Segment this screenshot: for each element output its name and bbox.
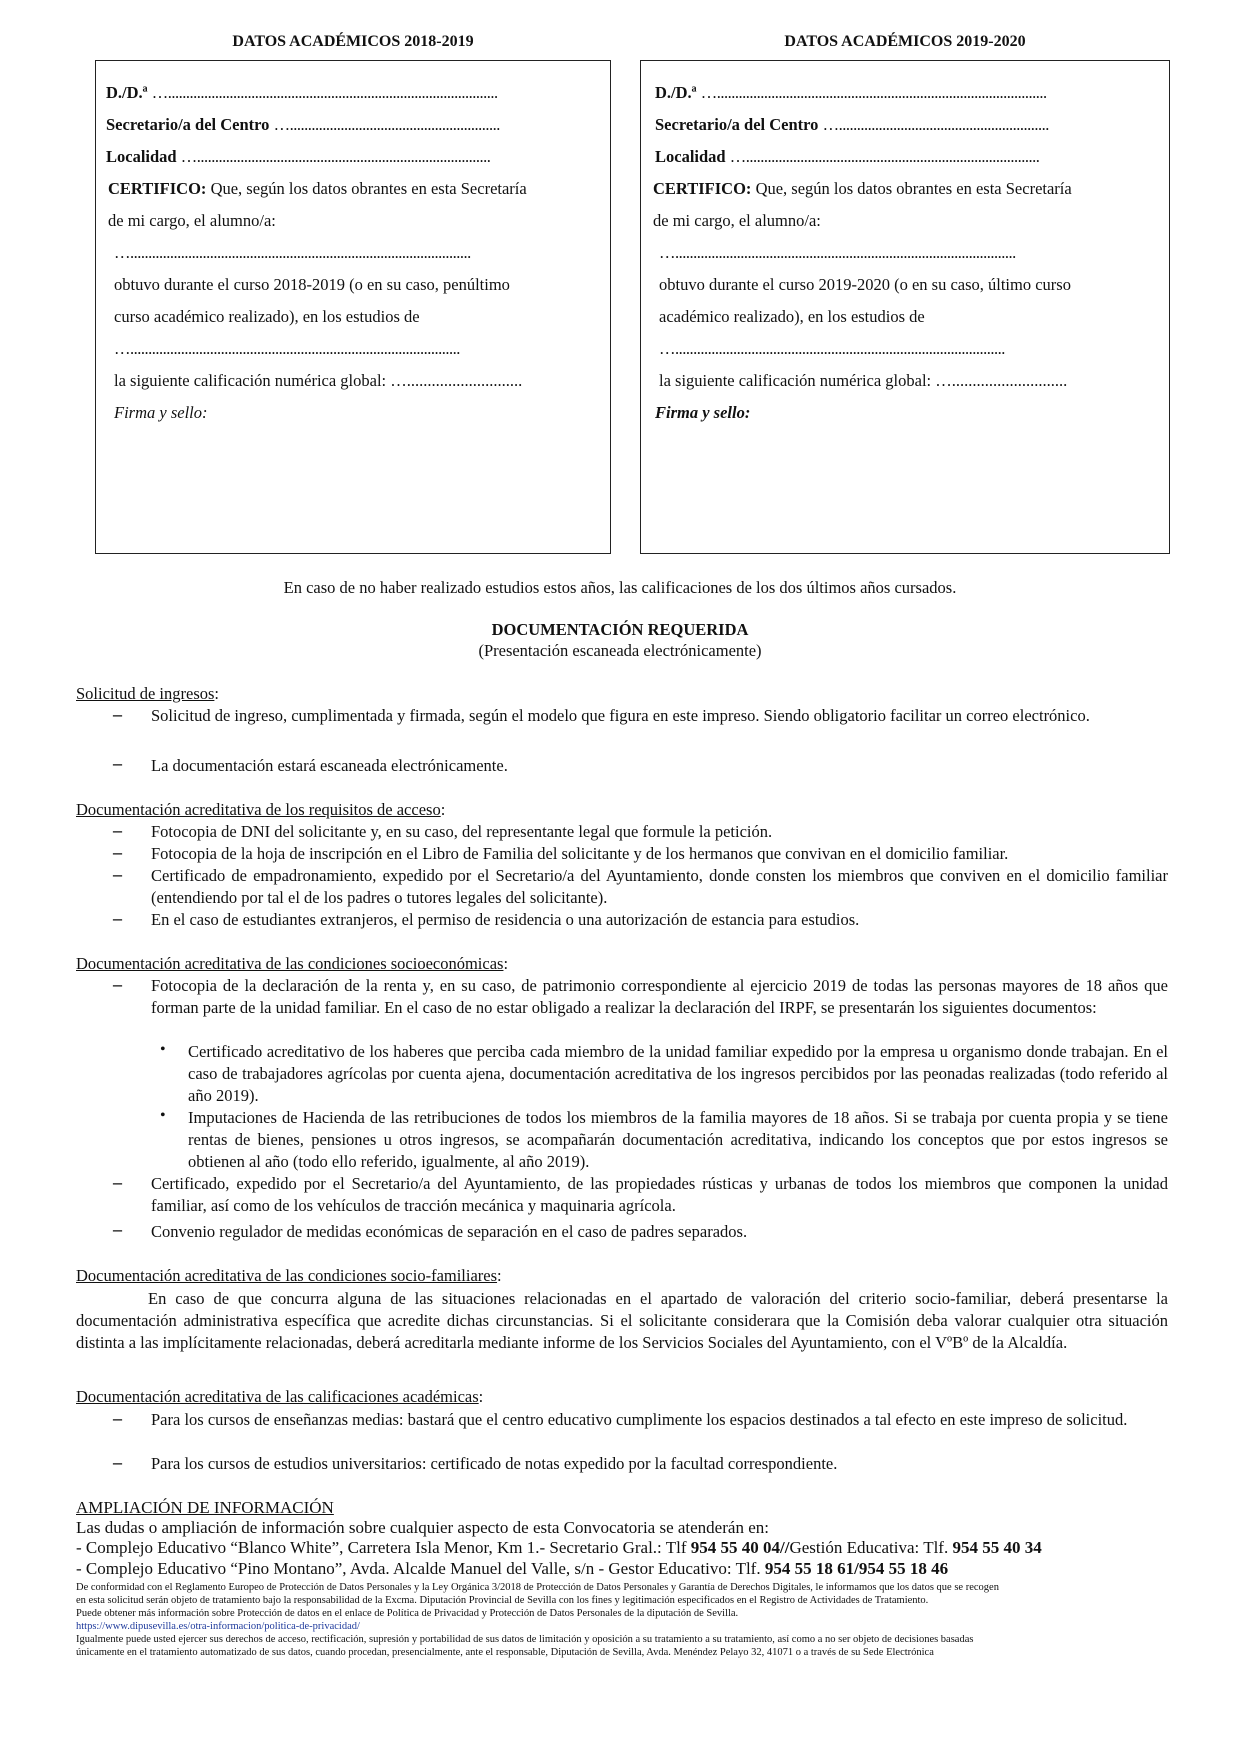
obtained-line-2: curso académico realizado), en los estudios de: [114, 307, 420, 326]
sociofamiliares-text: En caso de que concurra alguna de las situaciones relacionadas en el apartado de valoración del criterio socio-familiar, deberá presentarse la documentación administrativa específica que acredite dichas circunstancias. Si el solicitante considerara que la Comisión deba valorar cualquier otra situación distinta a las implícitamente relacionadas, deberá acreditarla mediante informe de los Servicios Sociales del Ayuntamiento, con el VºBº de la Alcaldía.: [76, 1289, 1168, 1352]
ingresos-item-1: Solicitud de ingreso, cumplimentada y firmada, según el modelo que figura en este impreso. Siendo obligatorio facilitar un correo electrónico.: [151, 706, 1090, 725]
studies-dots: …...........................................................................................: [659, 339, 1005, 358]
student-dots: …..............................................................................................: [114, 243, 471, 262]
legal-line-1: De conformidad con el Reglamento Europeo de Protección de Datos Personales y la Ley Orgánica 3/2018 de Protección de Datos Personales y Garantía de Derechos Digitales, le informamos que los datos que se recogen: [76, 1582, 999, 1593]
certify-line-2: de mi cargo, el alumno/a:: [108, 211, 276, 230]
socioeconomicas-item-1: Fotocopia de la declaración de la renta y, en su caso, de patrimonio correspondiente al ejercicio 2019 de todas las personas mayores de 18 años que forman parte de la unidad familiar. En el caso de no estar obligado a realizar la declaración del IRPF, se presentarán los siguientes documentos:: [151, 976, 1168, 1017]
legal-line-5: Igualmente puede usted ejercer sus derechos de acceso, rectificación, supresión y portabilidad de sus datos de limitación y oposición a su tratamiento a su tratamiento, así como a no ser objeto de decisiones basadas: [76, 1634, 974, 1645]
dd-line: D./D.ª …...........................................................................................: [106, 83, 498, 102]
ingresos-item-2: La documentación estará escaneada electrónicamente.: [151, 756, 508, 775]
docs-subtitle: (Presentación escaneada electrónicamente): [478, 641, 762, 660]
signature-label: Firma y sello:: [114, 403, 208, 422]
socioeconomicas-item-2: Certificado, expedido por el Secretario/a del Ayuntamiento, de las propiedades rústicas y urbanas de todos los miembros que componen la unidad familiar, así como de los vehículos de tracción mecánica y maquinaria agrícola.: [151, 1174, 1168, 1215]
dash-icon: –: [113, 753, 122, 773]
dash-icon: –: [113, 864, 122, 884]
dash-icon: –: [113, 1219, 122, 1239]
obtained-line: obtuvo durante el curso 2018-2019 (o en su caso, penúltimo: [114, 275, 510, 294]
studies-dots: …...........................................................................................: [114, 339, 460, 358]
ampliacion-contact-1: - Complejo Educativo “Blanco White”, Carretera Isla Menor, Km 1.- Secretario Gral.: Tlf 954 55 40 04//Gestión Educativa: Tlf. 954 55 40 34: [76, 1538, 1042, 1557]
certify-line: CERTIFICO: Que, según los datos obrantes en esta Secretaría: [653, 179, 1072, 198]
calificaciones-item-1: Para los cursos de enseñanzas medias: bastará que el centro educativo cumplimente los espacios destinados a tal efecto en este impreso de solicitud.: [151, 1410, 1128, 1429]
calificaciones-item-2: Para los cursos de estudios universitarios: certificado de notas expedido por la facultad correspondiente.: [151, 1454, 838, 1473]
heading-ingresos: Solicitud de ingresos:: [76, 684, 219, 703]
acceso-item-3: Certificado de empadronamiento, expedido por el Secretario/a del Ayuntamiento, donde consten los miembros que conviven en el domicilio familiar (entendiendo por tal el de los padres o tutores legales del solicitante).: [151, 866, 1168, 907]
locality-line: Localidad ….................................................................................: [106, 147, 491, 166]
heading-socioeconomicas: Documentación acreditativa de las condiciones socioeconómicas:: [76, 954, 509, 973]
ampliacion-contact-2: - Complejo Educativo “Pino Montano”, Avda. Alcalde Manuel del Valle, s/n - Gestor Educativo: Tlf. 954 55 18 61/954 55 18 46: [76, 1559, 949, 1578]
certify-line-2: de mi cargo, el alumno/a:: [653, 211, 821, 230]
years-note: En caso de no haber realizado estudios estos años, las calificaciones de los dos últimos años cursados.: [283, 578, 957, 597]
dash-icon: –: [113, 1408, 122, 1428]
legal-line-2: en esta solicitud serán objeto de tratamiento bajo la responsabilidad de la Excma. Diputación Provincial de Sevilla con los fines y legitimación especificados en el Registro de Actividades de Tratamiento.: [76, 1595, 929, 1606]
privacy-policy-link[interactable]: https://www.dipusevilla.es/otra-informacion/politica-de-privacidad/: [76, 1621, 360, 1632]
heading-calificaciones: Documentación acreditativa de las calificaciones académicas:: [76, 1387, 484, 1406]
acceso-item-1: Fotocopia de DNI del solicitante y, en su caso, del representante legal que formule la petición.: [151, 822, 773, 841]
certify-line: CERTIFICO: Que, según los datos obrantes en esta Secretaría: [108, 179, 527, 198]
grade-line: la siguiente calificación numérica global: …............................: [114, 371, 523, 390]
secretary-line: Secretario/a del Centro …..........................................................: [655, 115, 1049, 134]
box-title-2018-2019: DATOS ACADÉMICOS 2018-2019: [232, 33, 474, 50]
docs-title: DOCUMENTACIÓN REQUERIDA: [491, 620, 749, 639]
grade-line: la siguiente calificación numérica global: …............................: [659, 371, 1068, 390]
heading-acceso: Documentación acreditativa de los requisitos de acceso:: [76, 800, 446, 819]
acceso-item-2: Fotocopia de la hoja de inscripción en el Libro de Familia del solicitante y de los hermanos que convivan en el domicilio familiar.: [151, 844, 1009, 863]
acceso-item-4: En el caso de estudiantes extranjeros, el permiso de residencia o una autorización de estancia para estudios.: [151, 910, 860, 929]
ampliacion-intro: Las dudas o ampliación de información sobre cualquier aspecto de esta Convocatoria se atenderán en:: [76, 1518, 769, 1537]
legal-line-3: Puede obtener más información sobre Protección de datos en el enlace de Política de Privacidad y Protección de Datos Personales de la diputación de Sevilla.: [76, 1608, 739, 1619]
socioeconomicas-sub-1: Certificado acreditativo de los haberes que perciba cada miembro de la unidad familiar expedido por la empresa u organismo donde trabajan. En el caso de trabajadores agrícolas por cuenta ajena, documentación acreditativa de los ingresos percibidos por las peonadas realizadas (todo referido al año 2019).: [188, 1042, 1168, 1105]
academic-box-2019-2020: [640, 60, 1170, 554]
dash-icon: –: [113, 974, 122, 994]
dash-icon: –: [113, 1452, 122, 1472]
heading-ampliacion: AMPLIACIÓN DE INFORMACIÓN: [76, 1498, 334, 1517]
secretary-line: Secretario/a del Centro …..........................................................: [106, 115, 500, 134]
bullet-icon: •: [160, 1041, 166, 1058]
socioeconomicas-sub-2: Imputaciones de Hacienda de las retribuciones de todos los miembros de la familia mayores de 18 años. Si se trabaja por cuenta propia y se tiene rentas de bienes, pensiones u otros ingresos, se acompañarán documentación acreditativa, indicando los conceptos que por estos ingresos se obtienen al año (todo ello referido, igualmente, al año 2019).: [188, 1108, 1168, 1171]
dash-icon: –: [113, 704, 122, 724]
socioeconomicas-item-3: Convenio regulador de medidas económicas de separación en el caso de padres separados.: [151, 1222, 748, 1241]
dash-icon: –: [113, 908, 122, 928]
obtained-line-2: académico realizado), en los estudios de: [659, 307, 925, 326]
obtained-line: obtuvo durante el curso 2019-2020 (o en su caso, último curso: [659, 275, 1071, 294]
locality-line: Localidad ….................................................................................: [655, 147, 1040, 166]
dash-icon: –: [113, 820, 122, 840]
dash-icon: –: [113, 842, 122, 862]
legal-line-6: únicamente en el tratamiento automatizado de sus datos, cuando procedan, presencialmente, ante el responsable, Diputación de Sevilla, Avda. Menéndez Pelayo 32, 41071 o a través de su Sede Electrónica: [76, 1647, 934, 1658]
bullet-icon: •: [160, 1107, 166, 1124]
academic-box-2018-2019: [95, 60, 611, 554]
heading-sociofamiliares: Documentación acreditativa de las condiciones socio-familiares:: [76, 1266, 502, 1285]
dash-icon: –: [113, 1172, 122, 1192]
student-dots: …..............................................................................................: [659, 243, 1016, 262]
dd-line: D./D.ª …...........................................................................................: [655, 83, 1047, 102]
signature-label: Firma y sello:: [655, 403, 751, 422]
box-title-2019-2020: DATOS ACADÉMICOS 2019-2020: [784, 33, 1026, 50]
